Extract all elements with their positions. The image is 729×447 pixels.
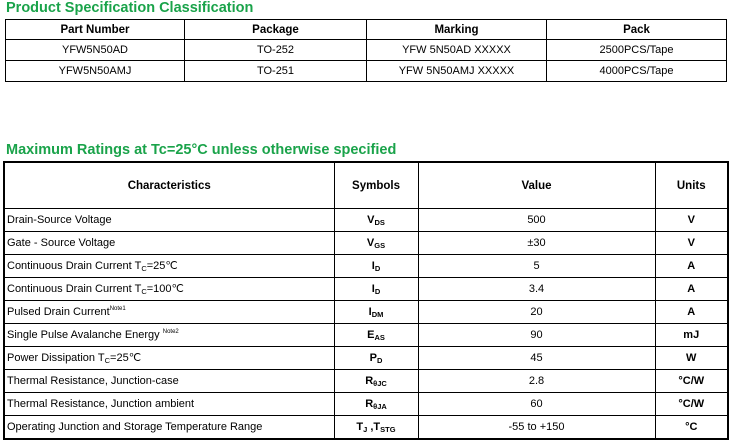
symbol-cell [334, 209, 418, 232]
symbol-subscript: DM [371, 309, 384, 319]
table-row [4, 232, 728, 255]
note-reference: Note1 [109, 306, 126, 312]
table-row [4, 416, 728, 440]
unit-cell: °C [655, 416, 728, 440]
pack-cell: 2500PCS/Tape [547, 40, 727, 61]
symbol-letter: P [369, 351, 377, 364]
characteristic-label: Power Dissipation T [7, 352, 105, 364]
header-units: Units [655, 162, 728, 209]
symbol-letter: I [371, 282, 375, 295]
spec-classification-table [5, 19, 727, 82]
symbol-subscript: DS [374, 217, 385, 227]
table-row [4, 255, 728, 278]
characteristic-condition: =100℃ [146, 283, 184, 295]
characteristic-cell [4, 255, 334, 278]
unit-cell: V [655, 232, 728, 255]
symbol-cell [334, 416, 418, 440]
symbol-subscript-2: STG [380, 424, 396, 434]
characteristic-condition: =25℃ [146, 260, 178, 272]
symbol-subscript: D [374, 286, 381, 296]
characteristic-cell [4, 324, 334, 347]
note-reference: Note2 [162, 329, 179, 335]
characteristic-label: Drain-Source Voltage [7, 214, 112, 226]
table-row [4, 301, 728, 324]
characteristic-label: Gate - Source Voltage [7, 237, 116, 249]
value-cell: 3.4 [418, 278, 655, 301]
characteristic-cell [4, 393, 334, 416]
value-cell: ±30 [418, 232, 655, 255]
header-characteristics: Characteristics [4, 162, 334, 209]
header-value: Value [418, 162, 655, 209]
unit-cell: V [655, 209, 728, 232]
characteristic-subscript: C [104, 356, 111, 365]
spec-classification-title: Product Specification Classification [6, 0, 254, 16]
table-row [4, 393, 728, 416]
characteristic-label: Continuous Drain Current T [7, 283, 142, 295]
table-row [4, 209, 728, 232]
header-symbols: Symbols [334, 162, 418, 209]
characteristic-label: Thermal Resistance, Junction ambient [7, 398, 195, 410]
characteristic-cell [4, 347, 334, 370]
characteristic-label: Continuous Drain Current T [7, 260, 142, 272]
symbol-letter: V [367, 213, 375, 226]
table-row [4, 278, 728, 301]
header-part-number: Part Number [6, 20, 185, 40]
ratings-header-row [4, 162, 728, 209]
symbol-subscript: θJA [373, 401, 387, 411]
value-cell: -55 to +150 [418, 416, 655, 440]
characteristic-condition: =25℃ [110, 352, 142, 364]
symbol-subscript: D [376, 355, 383, 365]
characteristic-subscript: C [141, 287, 147, 296]
symbol-cell [334, 370, 418, 393]
symbol-cell [334, 255, 418, 278]
table-row [6, 61, 727, 82]
characteristic-cell [4, 416, 334, 440]
maximum-ratings-table [3, 161, 729, 440]
maximum-ratings-title: Maximum Ratings at Tc=25°C unless otherwise specified [6, 142, 397, 158]
header-pack: Pack [547, 20, 727, 40]
symbol-subscript: θJC [373, 378, 387, 388]
symbol-letter: R [365, 397, 374, 410]
marking-cell: YFW 5N50AMJ XXXXX [367, 61, 547, 82]
marking-cell: YFW 5N50AD XXXXX [367, 40, 547, 61]
unit-cell: A [655, 301, 728, 324]
unit-cell: A [655, 278, 728, 301]
value-cell: 20 [418, 301, 655, 324]
header-package: Package [185, 20, 367, 40]
part-number-cell: YFW5N50AD [6, 40, 185, 61]
symbol-letter: I [371, 259, 375, 272]
symbol-subscript: D [374, 263, 381, 273]
characteristic-label: Thermal Resistance, Junction-case [7, 375, 179, 387]
value-cell: 45 [418, 347, 655, 370]
value-cell: 5 [418, 255, 655, 278]
unit-cell: A [655, 255, 728, 278]
symbol-subscript: J [363, 424, 368, 434]
unit-cell: W [655, 347, 728, 370]
characteristic-label: Operating Junction and Storage Temperature Range [7, 421, 263, 433]
table-row [4, 347, 728, 370]
pack-cell: 4000PCS/Tape [547, 61, 727, 82]
symbol-letter: I [368, 305, 372, 318]
symbol-letter: R [365, 374, 374, 387]
symbol-cell [334, 347, 418, 370]
characteristic-label: Single Pulse Avalanche Energy [7, 329, 163, 341]
characteristic-cell [4, 209, 334, 232]
value-cell: 2.8 [418, 370, 655, 393]
package-cell: TO-251 [185, 61, 367, 82]
symbol-cell [334, 393, 418, 416]
table-row [6, 40, 727, 61]
symbol-letter-2: ,T [367, 420, 381, 433]
characteristic-cell [4, 301, 334, 324]
value-cell: 60 [418, 393, 655, 416]
value-cell: 500 [418, 209, 655, 232]
table-row [4, 370, 728, 393]
characteristic-cell [4, 370, 334, 393]
symbol-cell [334, 301, 418, 324]
symbol-cell [334, 324, 418, 347]
package-cell: TO-252 [185, 40, 367, 61]
characteristic-cell [4, 232, 334, 255]
part-number-cell: YFW5N50AMJ [6, 61, 185, 82]
value-cell: 90 [418, 324, 655, 347]
table-row [4, 324, 728, 347]
symbol-letter: V [366, 236, 375, 249]
symbol-subscript: AS [374, 332, 385, 342]
header-marking: Marking [367, 20, 547, 40]
characteristic-cell [4, 278, 334, 301]
unit-cell: °C/W [655, 370, 728, 393]
characteristic-label: Pulsed Drain Current [7, 306, 110, 318]
symbol-subscript: GS [374, 240, 386, 250]
unit-cell: mJ [655, 324, 728, 347]
symbol-cell [334, 232, 418, 255]
spec-header-row [6, 20, 727, 40]
unit-cell: °C/W [655, 393, 728, 416]
symbol-letter: T [356, 420, 364, 433]
characteristic-subscript: C [141, 264, 147, 273]
symbol-cell [334, 278, 418, 301]
symbol-letter: E [367, 328, 375, 341]
